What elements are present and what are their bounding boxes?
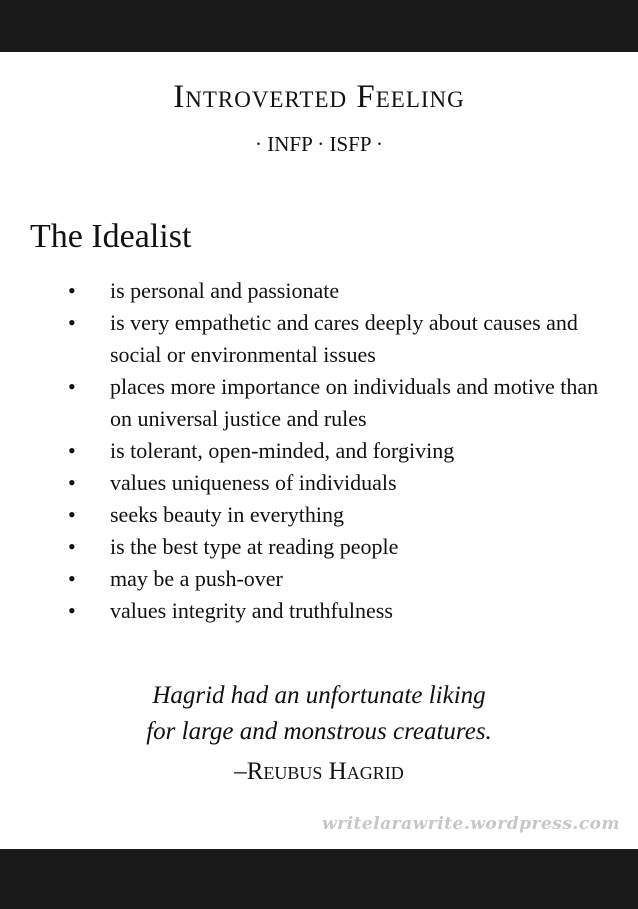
list-item (66, 563, 606, 595)
bullet-icon: • (68, 566, 76, 591)
trait-text: places more importance on individuals and motive than on universal justice and rules (110, 374, 599, 431)
trait-text: is tolerant, open-minded, and forgiving (110, 438, 455, 463)
bullet-icon: • (68, 278, 76, 303)
quote-author: –Reubus Hagrid (234, 758, 404, 785)
bullet-icon: • (68, 438, 76, 463)
list-item (66, 371, 606, 435)
bullet-icon: • (68, 502, 76, 527)
trait-text: is personal and passionate (110, 278, 340, 303)
card-title: Introverted Feeling (173, 79, 465, 115)
bullet-icon: • (68, 470, 76, 495)
trait-text: is the best type at reading people (110, 534, 399, 559)
list-item (66, 499, 606, 531)
list-item (66, 467, 606, 499)
section-heading: The Idealist (30, 218, 192, 255)
type-list: · INFP · ISFP · (255, 132, 383, 156)
quote-line: for large and monstrous creatures. (146, 718, 492, 745)
watermark: writelarawrite.wordpress.com (321, 814, 620, 834)
trait-list (66, 275, 606, 627)
list-item (66, 595, 606, 627)
trait-text: may be a push-over (110, 566, 283, 591)
trait-text: seeks beauty in everything (110, 502, 344, 527)
quote (0, 678, 638, 750)
quote-line: Hagrid had an unfortunate liking (152, 682, 486, 709)
list-item (66, 275, 606, 307)
trait-text: values integrity and truthfulness (110, 598, 393, 623)
bullet-icon: • (68, 374, 76, 399)
trait-text: values uniqueness of individuals (110, 470, 397, 495)
list-item (66, 435, 606, 467)
bullet-icon: • (68, 310, 76, 335)
bullet-icon: • (68, 534, 76, 559)
list-item (66, 307, 606, 371)
trait-text: is very empathetic and cares deeply about causes and social or environmental issues (110, 310, 578, 367)
bullet-icon: • (68, 598, 76, 623)
info-card (0, 52, 638, 849)
list-item (66, 531, 606, 563)
